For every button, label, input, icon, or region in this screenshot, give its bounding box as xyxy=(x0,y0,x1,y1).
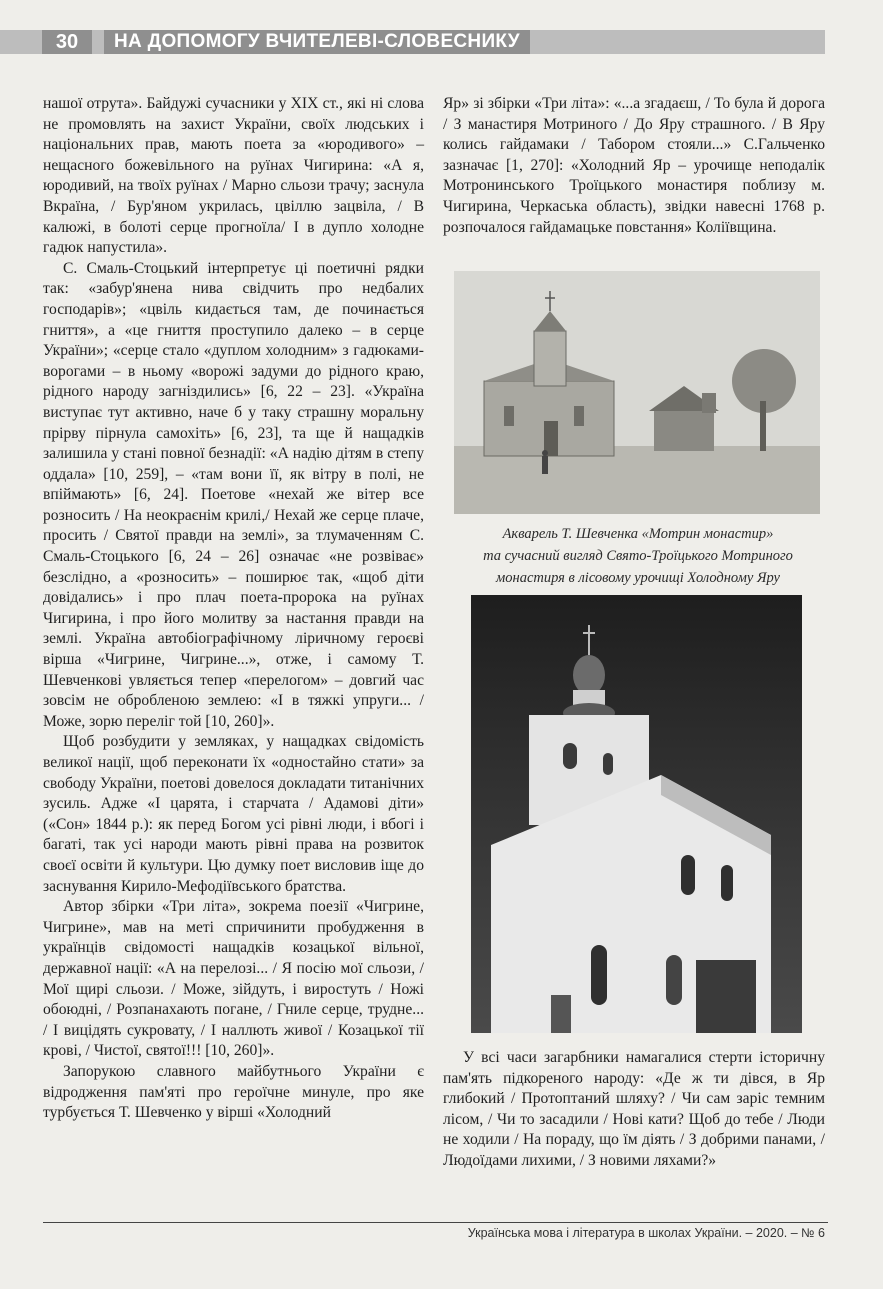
paragraph: Щоб розбудити у земляках, у нащадках свідомість великої нації, щоб переконати їх «одностайно стати» за свободу України, поетові довелося докладати титанічних зусиль. Адже «І царята, і старчата / Адамові діти» («Сон» 1844 р.): як перед Богом усі рівні люди, і вбогі і багаті, так усі народи мають рівні права на розвиток своєї освіти й культури. Цю думку поет висловив іще до заснування Кирило-Мефодіївського братства. xyxy=(43,733,424,895)
church-photo xyxy=(471,595,802,1033)
right-column-bottom xyxy=(443,1048,825,1172)
image-caption xyxy=(448,523,828,589)
section-title: НА ДОПОМОГУ ВЧИТЕЛЕВІ-СЛОВЕСНИКУ xyxy=(104,30,530,54)
watercolor-monastery-image xyxy=(454,271,820,514)
footer-journal-info: Українська мова і література в школах України. – 2020. – № 6 xyxy=(467,1226,825,1240)
footer-divider xyxy=(43,1222,828,1223)
paragraph: нашої отрута». Байдужі сучасники у XIX ст., які ні слова не промовлять на захист України, своїх людських і національних прав, мають поета за «юродивого» – нещасного божевільного на руїнах Чигирина: «А я, юродивий, на твоїх руїнах / Марно сльози трачу; заснула Вкраїна, / Бур'яном укрилась, цвіллю зацвіла, / В калюжі, в болоті серце прогноїла/ І в дупло холодне гадюк напустила». xyxy=(43,95,424,257)
paragraph: Яр» зі збірки «Три літа»: «...а згадаєш, / То була й дорога / З манастиря Мотриного / До Яру страшного. / В Яру колись гайдамаки / Табором стояли...» С.Гальченко зазначає [1, 270]: «Холодний Яр – урочище неподалік Мотронинського Троїцького монастиря поблизу м. Чигирина, Черкаська область), звідки навесні 1768 р. розпочалося гайдамацьке повстання» Коліївщина. xyxy=(443,95,825,236)
caption-line: та сучасний вигляд Свято-Троїцького Мотриного xyxy=(483,548,793,564)
page-number: 30 xyxy=(42,30,92,54)
right-column-top xyxy=(443,94,825,238)
caption-line: монастиря в лісовому урочищі Холодному Яру xyxy=(496,570,780,586)
left-column xyxy=(43,94,424,1124)
paragraph: Автор збірки «Три літа», зокрема поезії «Чигрине, Чигрине», мав на меті спричинити пробудження в українців свідомості нащадків козацької вільної, державної нації: «А на перелозі... / Я посію мої сльози, / Мої щирі сльози. / Може, зійдуть, і виростуть / Ножі обоюдні, / Розпанахають погане, / Гниле серце, трудне... / І вицідять сукровату, / І наллють живої / Козацької тії крові, / Чистої, святої!!! [10, 260]». xyxy=(43,898,424,1060)
paragraph: У всі часи загарбники намагалися стерти історичну пам'ять підкореного народу: «Де ж ти дівся, в Яр глибокий / Протоптаний шляху? / Чи сам заріс темним лісом, / Чи то засадили / Нові кати? Щоб до тебе / Люди не ходили / На пораду, що їм діять / З добрими панами, / Людоїдами лихими, / З новими ляхами?» xyxy=(443,1049,825,1169)
paragraph: С. Смаль-Стоцький інтерпретує ці поетичні рядки так: «забур'янена нива свідчить про недбалих господарів»; «цвіль кидається там, де починається гниття», а «це гниття проступило далеко – в серце України»; «серце стало «дуплом холодним» з гадюками-ворогами – в ньому «ворожі задуми до рідного краю, рідного народу загніздились» [6, 22 – 23]. «Україна виступає тут активно, наче б у таку страшну моральну прірву пірнула самохіть» [6, 23], та ще й нащадків залишила у стані повної безнадії: «А надію дітям в степу оддала» [10, 259], – «там вони її, як вітру в полі, не впіймають» [6, 24]. Поетове «нехай же вітер все розносить / На неокраєнім крилі,/ Нехай же серце плаче, просить / Святої правди на землі», за тлумаченням С. Смаль-Стоцького [6, 24 – 26] означає «не розвіває» безслідно, а «розносить» – поширює так, «щоб діти довідались» і про плач поета-пророка на руїнах Чигирина, і про його молитву за настання правди на землі. Україна автобіографічному ліричному героєві вірша «Чигрине, Чигрине...», отже, і самому Т. Шевченкові увляється тепер «перелогом» – довгий час зовсім не обробленою землею: «І в тяжкі упруги... / Може, зорю переліг той [10, 260]». xyxy=(43,259,424,730)
paragraph: Запорукою славного майбутнього України є відродження пам'яті про героїчне минуле, про яке турбується Т. Шевченко у вірші «Холодний xyxy=(43,1062,424,1122)
caption-line: Акварель Т. Шевченка «Мотрин монастир» xyxy=(502,526,774,542)
